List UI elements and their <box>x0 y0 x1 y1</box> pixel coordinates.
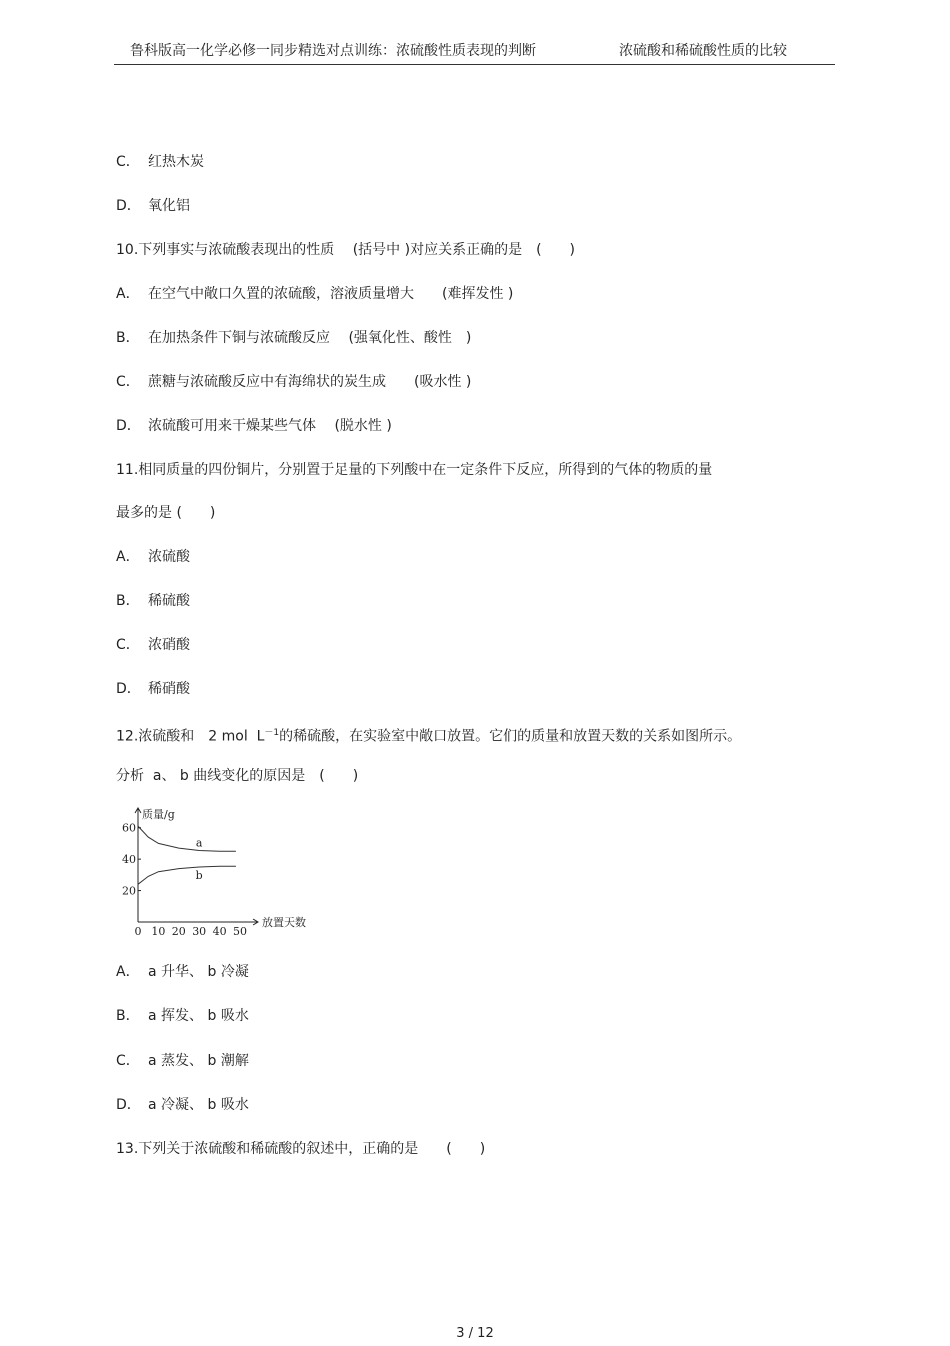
header-subtitle: 浓硫酸和稀硫酸性质的比较 <box>619 43 787 59</box>
q12-option-a: A． a 升华、 b 冷凝 <box>116 964 249 980</box>
series-line-b <box>138 866 236 884</box>
x-tick-label: 40 <box>212 925 227 938</box>
q9-option-d: D． 氧化铝 <box>116 198 190 214</box>
q11-option-c: C． 浓硝酸 <box>116 637 190 653</box>
q11-option-d: D． 稀硝酸 <box>116 681 190 697</box>
y-tick-label: 40 <box>122 853 136 867</box>
q12-stem-line2: 分析 a、 b 曲线变化的原因是 ( ) <box>116 768 359 784</box>
q12-option-c: C． a 蒸发、 b 潮解 <box>116 1053 249 1069</box>
y-tick-label: 20 <box>122 884 136 898</box>
x-tick-label: 0 <box>134 925 142 938</box>
q10-option-a: A． 在空气中敞口久置的浓硫酸，溶液质量增大 (难挥发性 ) <box>116 286 514 302</box>
x-axis-label: 放置天数 <box>262 916 306 929</box>
x-tick-label: 20 <box>171 925 186 938</box>
q11-stem-line2: 最多的是 ( ) <box>116 505 216 521</box>
q10-stem: 10.下列事实与浓硫酸表现出的性质 (括号中 )对应关系正确的是 ( ) <box>116 242 576 258</box>
q13-stem: 13.下列关于浓硫酸和稀硫酸的叙述中，正确的是 ( ) <box>116 1141 486 1157</box>
y-axis-label: 质量/g <box>142 808 175 821</box>
page-header <box>114 36 835 65</box>
q11-stem-line1: 11.相同质量的四份铜片，分别置于足量的下列酸中在一定条件下反应，所得到的气体的物质的量 <box>116 462 713 478</box>
q10-option-b: B． 在加热条件下铜与浓硫酸反应 (强氧化性、酸性 ) <box>116 330 472 346</box>
q11-option-a: A． 浓硫酸 <box>116 549 190 565</box>
q10-option-d: D． 浓硫酸可用来干燥某些气体 (脱水性 ) <box>116 418 392 434</box>
q12-option-b: B． a 挥发、 b 吸水 <box>116 1008 249 1024</box>
q9-option-c: C． 红热木炭 <box>116 154 204 170</box>
q12-stem-line1: 12.浓硫酸和 2 mol $L^{-1}$的稀硫酸，在实验室中敞口放置。它们的质量和放置天数的关系如图所示。 <box>116 728 742 745</box>
series-label-b: b <box>195 869 203 882</box>
x-tick-label: 10 <box>151 925 166 938</box>
page-number: 3 / 12 <box>456 1326 494 1341</box>
series-line-a <box>138 826 236 851</box>
mass-vs-days-chart <box>116 800 326 940</box>
x-tick-label: 30 <box>192 925 207 938</box>
header-title: 鲁科版高一化学必修一同步精选对点训练：浓硫酸性质表现的判断 <box>130 43 536 59</box>
q10-option-c: C． 蔗糖与浓硫酸反应中有海绵状的炭生成 (吸水性 ) <box>116 374 472 390</box>
y-tick-label: 60 <box>122 821 136 835</box>
series-label-a: a <box>195 836 203 850</box>
q11-option-b: B． 稀硫酸 <box>116 593 190 609</box>
q12-option-d: D． a 冷凝、 b 吸水 <box>116 1097 249 1113</box>
x-tick-label: 50 <box>233 925 247 938</box>
